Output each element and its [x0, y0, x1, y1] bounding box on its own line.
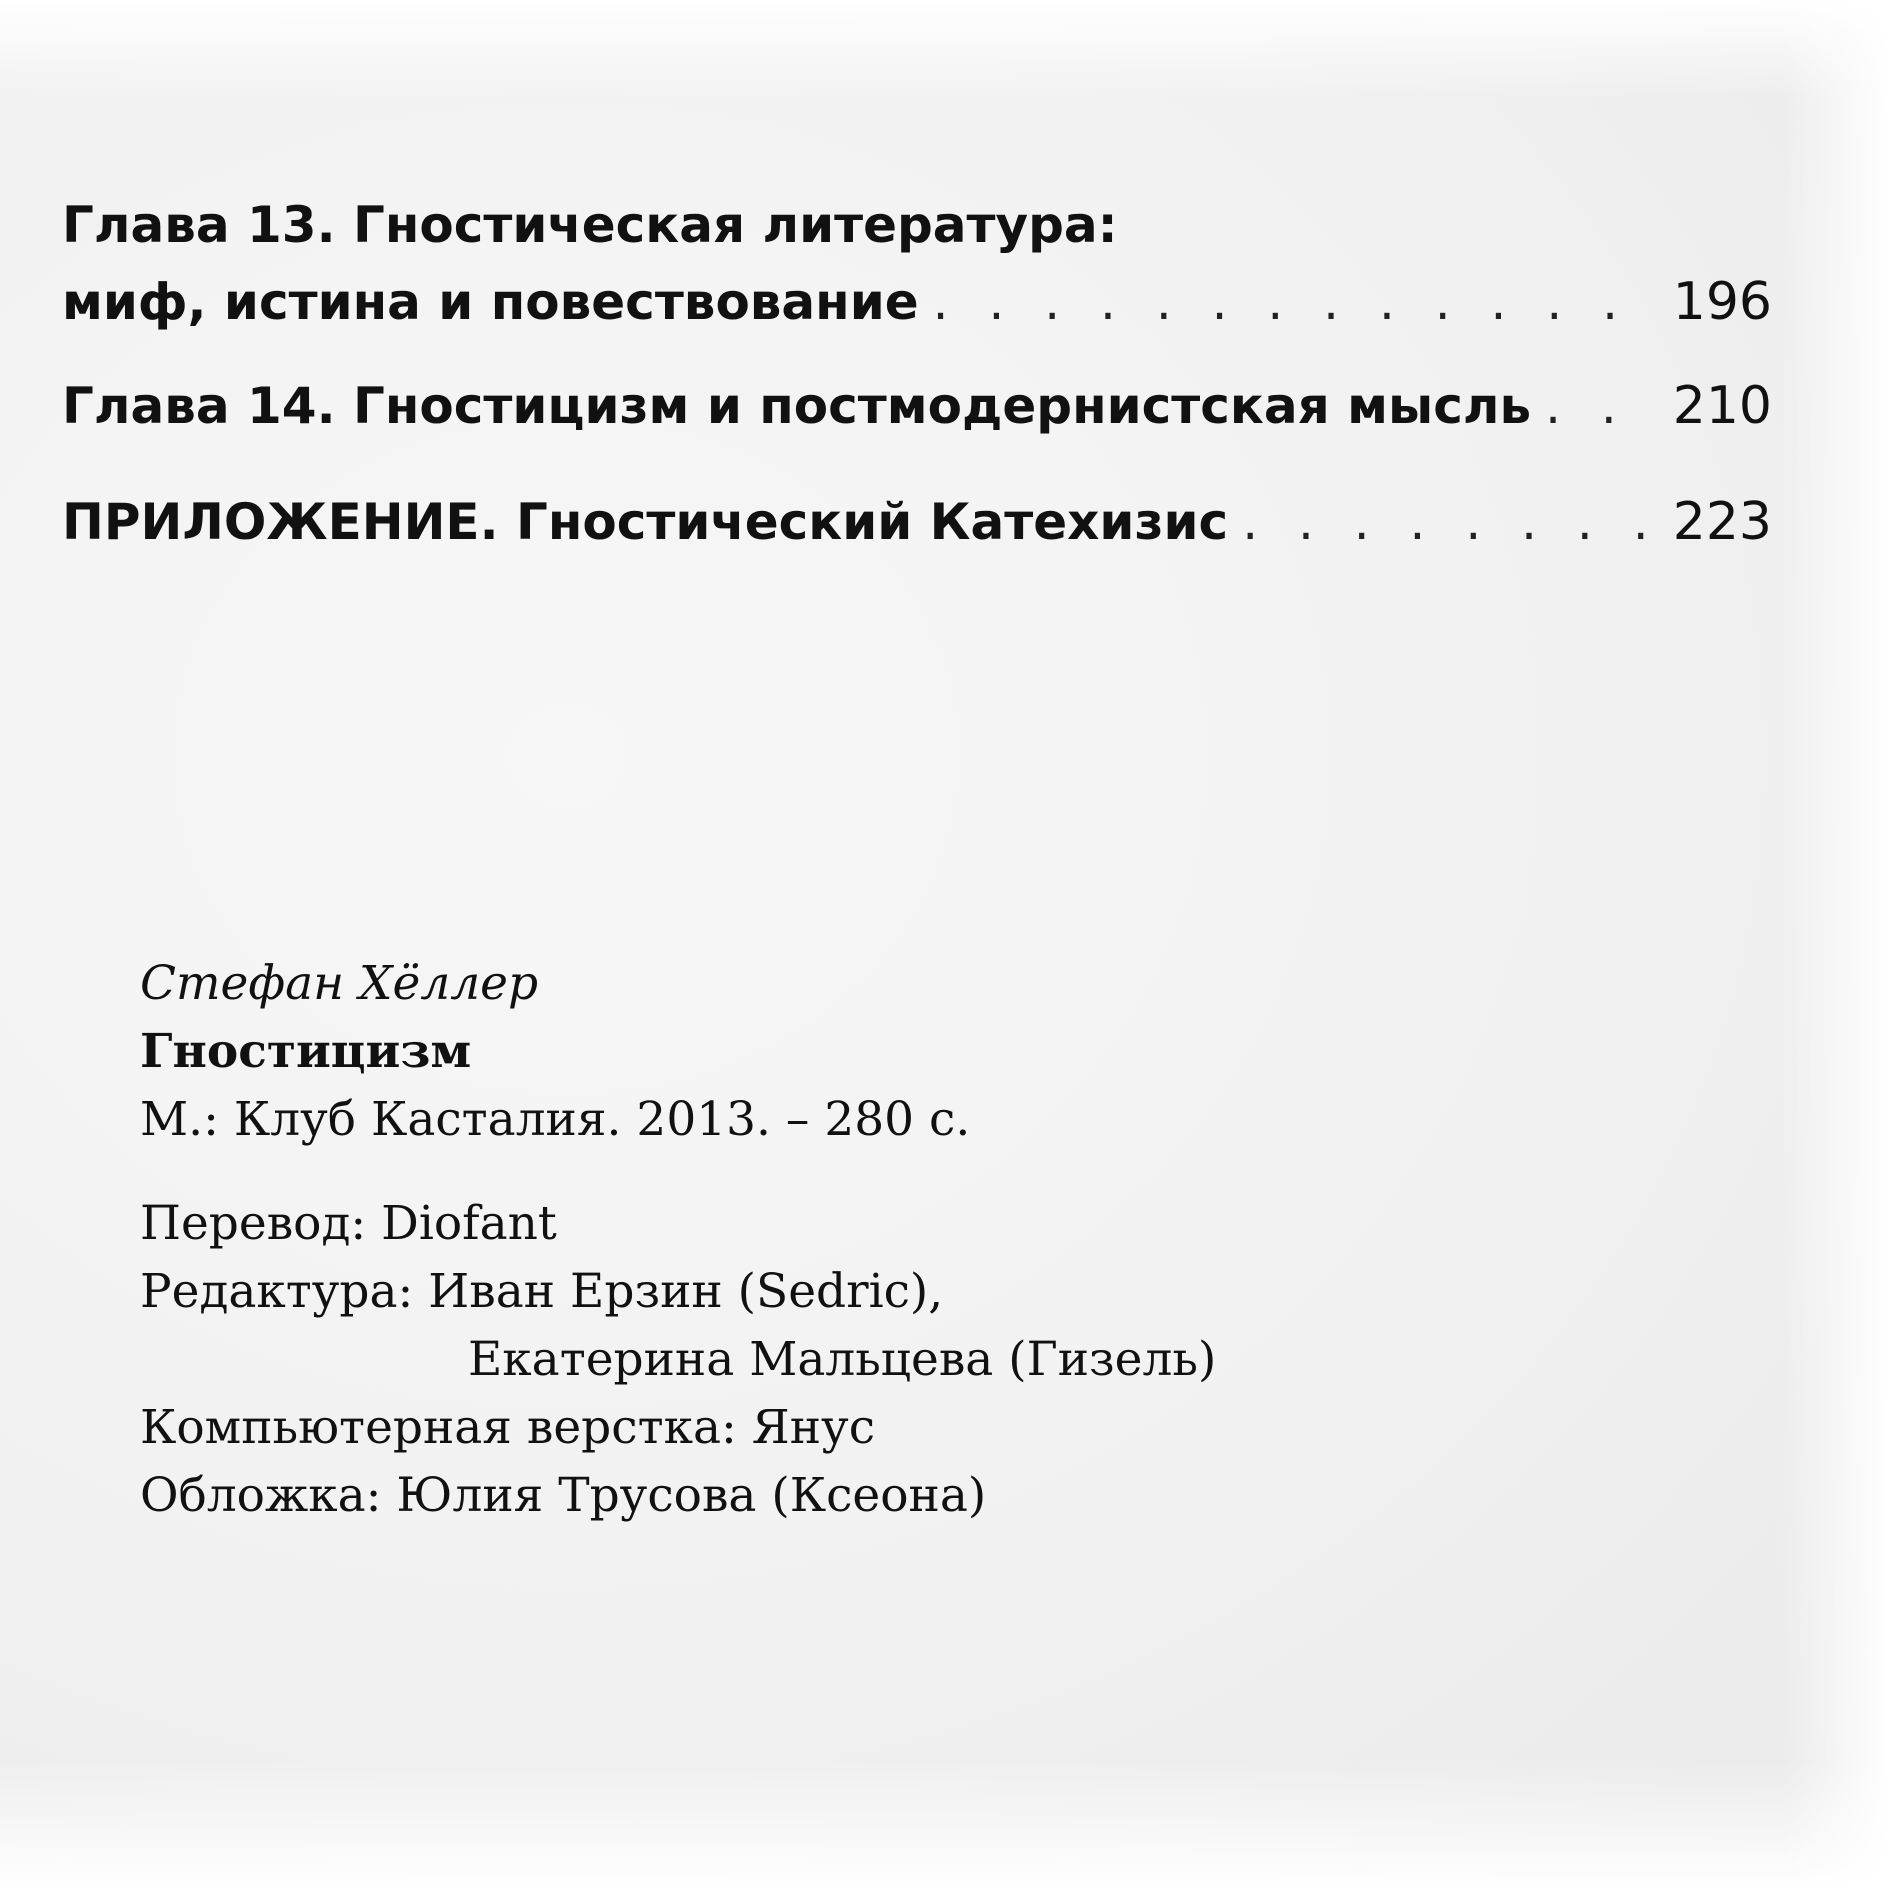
page-top-highlight [0, 0, 1890, 100]
page-number: 210 [1672, 376, 1772, 436]
toc-title: миф, истина и повествование [62, 273, 919, 331]
layout-credit: Компьютерная верстка: Янус [140, 1400, 876, 1455]
imprint-block [140, 950, 1216, 1530]
page-bottom-highlight [0, 1760, 1890, 1890]
spacer [140, 1154, 1216, 1190]
page-number: 223 [1672, 492, 1772, 552]
toc-title: Глава 13. Гностическая литература: [62, 196, 1118, 254]
publication-info: М.: Клуб Касталия. 2013. – 280 с. [140, 1092, 971, 1147]
toc-title: Глава 14. Гностицизм и постмодернистская мысль [62, 377, 1532, 435]
editing-credit-continuation: Екатерина Мальцева (Гизель) [468, 1332, 1217, 1387]
translation-credit: Перевод: Diofant [140, 1196, 557, 1251]
toc-entry-chapter-14 [62, 376, 1772, 436]
dot-leader [933, 277, 1659, 327]
dot-leader [1242, 497, 1659, 547]
toc-entry-chapter-13-line-1 [62, 196, 1772, 254]
editing-credit: Редактура: Иван Ерзин (Sedric), [140, 1264, 944, 1319]
page-right-highlight [1780, 0, 1890, 1890]
author-name: Стефан Хёллер [140, 956, 539, 1011]
toc-entry-chapter-13-line-2 [62, 272, 1772, 332]
toc-title: ПРИЛОЖЕНИЕ. Гностический Катехизис [62, 493, 1229, 551]
page-number: 196 [1672, 272, 1772, 332]
cover-credit: Обложка: Юлия Трусова (Ксеона) [140, 1468, 987, 1523]
book-title: Гностицизм [140, 1024, 472, 1079]
dot-leader [1545, 381, 1659, 431]
toc-entry-appendix [62, 492, 1772, 552]
